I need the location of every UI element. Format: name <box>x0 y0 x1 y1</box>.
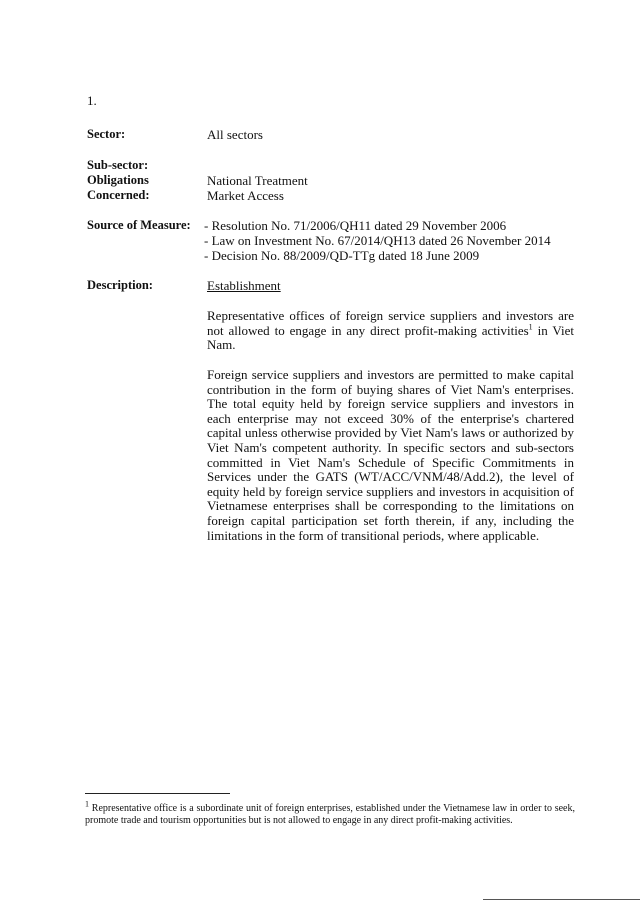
bottom-edge-line <box>483 899 640 900</box>
footnote-marker: 1 <box>85 799 89 809</box>
obligation-item: National Treatment <box>207 173 308 188</box>
source-of-measure-values <box>204 218 579 263</box>
footnote-reference: 1 <box>528 322 533 332</box>
footnote <box>85 799 575 828</box>
source-item: - Decision No. 88/2009/QD-TTg dated 18 June 2009 <box>204 248 480 263</box>
sub-sector-label: Sub-sector: <box>87 158 149 172</box>
description-paragraph-2: Foreign service suppliers and investors are permitted to make capital contribution in the form of buying shares of Viet Nam's enterprises. The total equity held by foreign service suppliers and investors in each enterprise may not exceed 30% of the enterprise's chartered capital unless otherwise provided by Viet Nam's laws or authorized by Viet Nam's competent authority. In specific sectors and sub-sectors committed in Viet Nam's Schedule of Specific Commitments in Services under the GATS (WT/ACC/VNM/48/Add.2), the level of equity held by foreign service suppliers and investors in acquisition of Vietnamese enterprises shall be corresponding to the limitations on foreign capital participation set forth therein, if any, including the limitations in the form of transitional periods, where applicable. <box>207 367 574 543</box>
description-label: Description: <box>87 278 153 292</box>
description-paragraph-1 <box>207 309 574 353</box>
source-item: - Law on Investment No. 67/2014/QH13 dated 26 November 2014 <box>204 233 551 248</box>
obligations-values <box>207 173 582 203</box>
obligations-label-line1: Obligations <box>87 173 149 187</box>
sector-value: All sectors <box>207 127 263 142</box>
source-item: - Resolution No. 71/2006/QH11 dated 29 November 2006 <box>204 218 507 233</box>
footnote-text: Representative office is a subordinate unit of foreign enterprises, established under the Vietnamese law in order to seek, promote trade and tourism opportunities but is not allowed to engage in any direct profit-making activities. <box>85 803 575 827</box>
source-of-measure-label: Source of Measure: <box>87 218 191 232</box>
paragraph-1-tail: in Viet Nam. <box>207 322 574 353</box>
paragraph-1-text: Representative offices of foreign service suppliers and investors are not allowed to engage in any direct profit-making activities <box>207 308 574 338</box>
obligations-label <box>87 173 202 203</box>
obligations-label-line2: Concerned: <box>87 188 150 202</box>
sector-label: Sector: <box>87 127 126 141</box>
description-heading: Establishment <box>207 278 281 293</box>
item-number: 1. <box>87 93 97 108</box>
obligation-item: Market Access <box>207 188 284 203</box>
footnote-separator <box>85 793 230 794</box>
